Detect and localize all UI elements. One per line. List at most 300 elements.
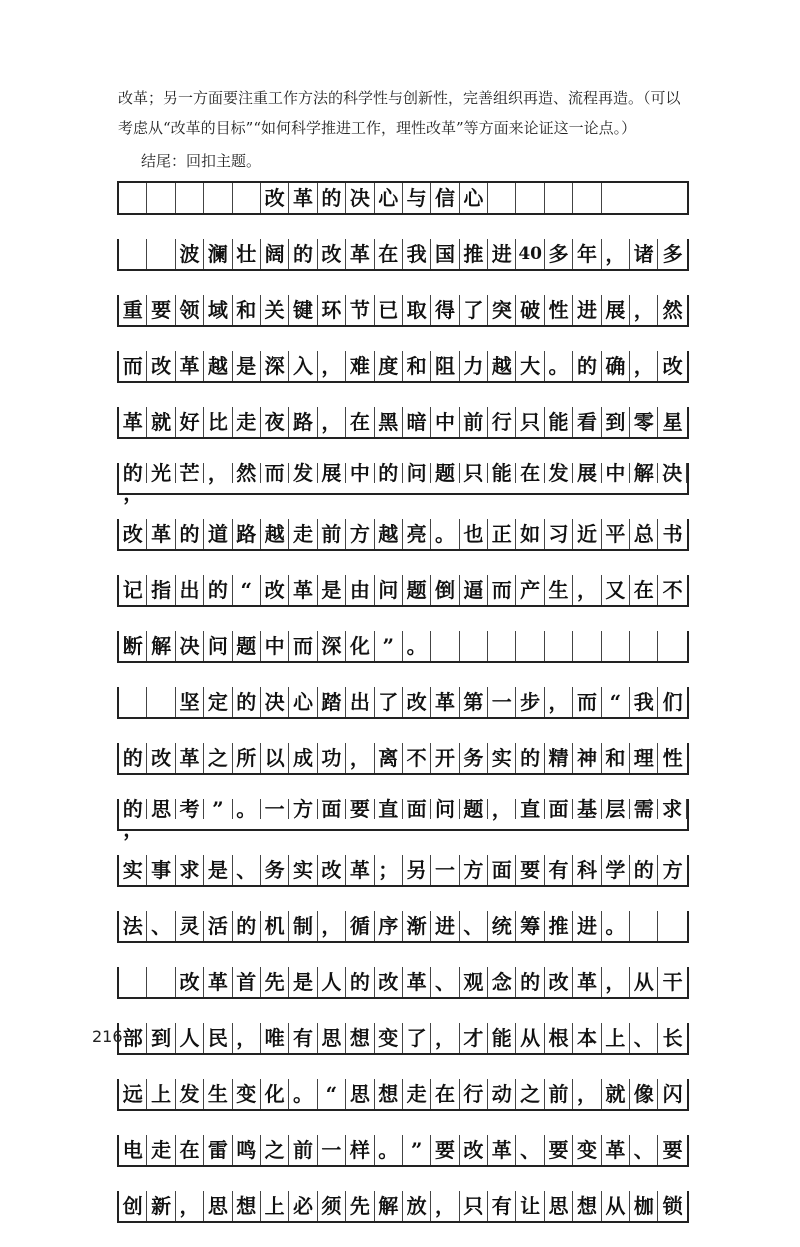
grid-cell: 的 — [516, 743, 544, 773]
grid-cell: 题 — [233, 631, 261, 661]
grid-cell: 定 — [204, 687, 232, 717]
grid-cell: 渐 — [403, 911, 431, 941]
grid-cell: 黑 — [375, 407, 403, 437]
grid-cell: 灵 — [176, 911, 204, 941]
grid-cell: 先 — [346, 1191, 374, 1221]
grid-cell: 近 — [573, 519, 601, 549]
grid-cell: 筹 — [516, 911, 544, 941]
grid-cell: 方 — [289, 799, 317, 819]
grid-cell: 。 — [403, 631, 431, 661]
grid-cell: 道 — [204, 519, 232, 549]
grid-cell: 壮 — [233, 239, 261, 269]
grid-cell: 务 — [261, 855, 289, 885]
grid-cell: 的 — [176, 519, 204, 549]
grid-cell: 决 — [658, 463, 686, 483]
essay-grid — [117, 181, 689, 1247]
grid-row — [117, 967, 689, 999]
grid-cell: 已 — [375, 295, 403, 325]
grid-cell: 就 — [602, 1079, 630, 1109]
grid-cell: 决 — [346, 183, 374, 213]
grid-cell: 题 — [431, 463, 459, 483]
grid-cell: 制 — [289, 911, 317, 941]
grid-cell: 入 — [289, 351, 317, 381]
grid-cell — [488, 631, 516, 661]
grid-row — [117, 1191, 689, 1223]
grid-cell: 解 — [630, 463, 658, 483]
grid-cell: 革 — [346, 855, 374, 885]
grid-cell: 出 — [176, 575, 204, 605]
grid-cell: 我 — [630, 687, 658, 717]
grid-cell — [147, 239, 175, 269]
grid-cell: 关 — [261, 295, 289, 325]
grid-cell: 发 — [176, 1079, 204, 1109]
grid-cell: 不 — [403, 743, 431, 773]
grid-cell — [431, 631, 459, 661]
grid-cell: 放 — [403, 1191, 431, 1221]
grid-cell: ， — [123, 481, 144, 505]
grid-cell: 的 — [204, 575, 232, 605]
grid-cell: 精 — [545, 743, 573, 773]
grid-cell: 让 — [516, 1191, 544, 1221]
grid-cell: 是 — [289, 967, 317, 997]
grid-cell: 、 — [516, 1135, 544, 1165]
grid-cell: 中 — [261, 631, 289, 661]
grid-row — [117, 855, 689, 887]
grid-cell: 。 — [545, 351, 573, 381]
grid-cell: 光 — [147, 463, 175, 483]
grid-cell — [233, 183, 261, 213]
grid-cell: 革 — [147, 519, 175, 549]
grid-cell: 须 — [318, 1191, 346, 1221]
grid-row — [117, 461, 689, 505]
grid-cell: 要 — [516, 855, 544, 885]
grid-cell: ， — [318, 407, 346, 437]
grid-cell: 了 — [375, 687, 403, 717]
grid-cell: 另 — [403, 855, 431, 885]
grid-cell: 是 — [318, 575, 346, 605]
grid-cell: 活 — [204, 911, 232, 941]
grid-cell: 实 — [488, 743, 516, 773]
grid-cell — [119, 967, 147, 997]
grid-cell: 前 — [460, 407, 488, 437]
grid-cell — [545, 631, 573, 661]
grid-cell: 的 — [318, 183, 346, 213]
grid-cell — [176, 183, 204, 213]
grid-cell: 决 — [261, 687, 289, 717]
grid-cell: 突 — [488, 295, 516, 325]
grid-cell: 在 — [630, 575, 658, 605]
grid-cell: 破 — [516, 295, 544, 325]
grid-cell: ， — [176, 1191, 204, 1221]
grid-cell: 循 — [346, 911, 374, 941]
grid-cell: 零 — [630, 407, 658, 437]
grid-cell — [204, 183, 232, 213]
grid-cell: 本 — [573, 1023, 601, 1053]
grid-cell: 路 — [289, 407, 317, 437]
grid-cell: 环 — [318, 295, 346, 325]
grid-cell: 有 — [488, 1191, 516, 1221]
grid-row — [117, 351, 689, 383]
grid-cell: 好 — [176, 407, 204, 437]
grid-cell: 学 — [602, 855, 630, 885]
grid-cell: 开 — [431, 743, 459, 773]
grid-cell: 问 — [375, 575, 403, 605]
grid-cell: 方 — [346, 519, 374, 549]
grid-cell: 有 — [289, 1023, 317, 1053]
grid-cell: 才 — [460, 1023, 488, 1053]
grid-cell: 。 — [602, 911, 630, 941]
grid-cell: 闪 — [662, 1082, 683, 1106]
grid-cell: 枷 — [630, 1191, 658, 1221]
grid-cell: 确 — [602, 351, 630, 381]
grid-cell: 、 — [233, 855, 261, 885]
grid-cell: 要 — [431, 1135, 459, 1165]
grid-cell: 重 — [119, 295, 147, 325]
grid-row — [117, 743, 689, 775]
grid-cell: 动 — [488, 1079, 516, 1109]
grid-cell: 想 — [346, 1023, 374, 1053]
grid-cell: 书 — [662, 522, 683, 546]
grid-cell: 多 — [545, 239, 573, 269]
grid-cell: 了 — [403, 1023, 431, 1053]
grid-cell: 心 — [289, 687, 317, 717]
grid-cell: 平 — [602, 519, 630, 549]
grid-cell: 亮 — [403, 519, 431, 549]
grid-cell: 生 — [545, 575, 573, 605]
grid-cell: 走 — [147, 1135, 175, 1165]
grid-cell: 心 — [375, 183, 403, 213]
grid-cell: 像 — [630, 1079, 658, 1109]
grid-cell: 考 — [176, 799, 204, 819]
grid-cell: 实 — [289, 855, 317, 885]
grid-cell: 力 — [460, 351, 488, 381]
grid-cell: 。 — [289, 1079, 317, 1109]
grid-cell — [602, 631, 630, 661]
grid-cell: ， — [602, 967, 630, 997]
grid-cell: 的 — [119, 743, 147, 773]
grid-cell: 性 — [662, 746, 683, 770]
grid-cell: ， — [431, 1023, 459, 1053]
grid-cell: 、 — [460, 911, 488, 941]
grid-cell: 远 — [119, 1079, 147, 1109]
grid-cell: ， — [318, 911, 346, 941]
grid-cell: 、 — [630, 1135, 658, 1165]
grid-cell: 变 — [375, 1023, 403, 1053]
grid-cell: 电 — [119, 1135, 147, 1165]
grid-cell: 40 — [516, 239, 544, 269]
grid-cell: 在 — [346, 407, 374, 437]
grid-cell: 第 — [460, 687, 488, 717]
grid-cell: ， — [318, 351, 346, 381]
grid-cell: 越 — [488, 351, 516, 381]
grid-cell: 鸣 — [233, 1135, 261, 1165]
grid-cell: 前 — [318, 519, 346, 549]
grid-cell — [573, 631, 601, 661]
grid-cell: 到 — [147, 1023, 175, 1053]
grid-cell: 在 — [176, 1135, 204, 1165]
grid-cell: 走 — [403, 1079, 431, 1109]
grid-cell: 面 — [403, 799, 431, 819]
grid-cell: 观 — [460, 967, 488, 997]
grid-cell: 想 — [233, 1191, 261, 1221]
grid-cell — [516, 183, 544, 213]
grid-cell: 从 — [516, 1023, 544, 1053]
grid-cell: 改 — [147, 351, 175, 381]
grid-cell: 功 — [318, 743, 346, 773]
grid-cell: 而 — [488, 575, 516, 605]
grid-cell: “ — [318, 1079, 346, 1109]
grid-cell: 发 — [545, 463, 573, 483]
grid-cell: 在 — [375, 239, 403, 269]
grid-cell: 从 — [602, 1191, 630, 1221]
grid-cell: 思 — [346, 1079, 374, 1109]
grid-cell: 问 — [204, 631, 232, 661]
grid-cell: 习 — [545, 519, 573, 549]
grid-cell: 只 — [460, 463, 488, 483]
grid-cell: 走 — [233, 407, 261, 437]
grid-cell: 总 — [630, 519, 658, 549]
grid-cell: 路 — [233, 519, 261, 549]
grid-cell — [460, 631, 488, 661]
grid-cell: 的 — [233, 911, 261, 941]
grid-cell — [147, 967, 175, 997]
grid-cell: 和 — [602, 743, 630, 773]
grid-cell: 革 — [119, 407, 147, 437]
grid-cell: 的 — [630, 855, 658, 885]
grid-cell: 直 — [516, 799, 544, 819]
grid-cell — [516, 631, 544, 661]
grid-cell: 能 — [488, 463, 516, 483]
grid-cell: 能 — [545, 407, 573, 437]
grid-cell: ” — [204, 799, 232, 819]
grid-cell: 变 — [233, 1079, 261, 1109]
grid-cell: 上 — [602, 1023, 630, 1053]
grid-cell: 得 — [431, 295, 459, 325]
grid-cell — [545, 183, 573, 213]
grid-cell: 化 — [261, 1079, 289, 1109]
grid-cell: 就 — [147, 407, 175, 437]
grid-cell: ， — [602, 239, 630, 269]
grid-cell: 走 — [289, 519, 317, 549]
grid-row — [117, 1079, 689, 1111]
grid-cell: 样 — [346, 1135, 374, 1165]
grid-cell — [119, 687, 147, 717]
grid-cell: 要 — [545, 1135, 573, 1165]
grid-cell: 念 — [488, 967, 516, 997]
grid-cell: 的 — [119, 463, 147, 483]
grid-cell: 改 — [261, 183, 289, 213]
grid-cell: 了 — [460, 295, 488, 325]
grid-cell: 革 — [176, 743, 204, 773]
grid-cell: 星 — [662, 410, 683, 434]
grid-cell — [658, 911, 686, 941]
grid-row — [117, 239, 689, 271]
grid-cell: 键 — [289, 295, 317, 325]
grid-cell: 是 — [204, 855, 232, 885]
grid-cell: 改 — [119, 519, 147, 549]
grid-cell: 要 — [662, 1138, 683, 1162]
grid-cell: 由 — [346, 575, 374, 605]
grid-cell: 改 — [545, 967, 573, 997]
grid-cell: 变 — [573, 1135, 601, 1165]
grid-cell: 之 — [516, 1079, 544, 1109]
grid-row — [117, 183, 689, 215]
grid-cell: 先 — [261, 967, 289, 997]
grid-cell: 直 — [375, 799, 403, 819]
grid-cell: 创 — [119, 1191, 147, 1221]
grid-cell: 度 — [375, 351, 403, 381]
grid-cell: 发 — [289, 463, 317, 483]
grid-cell: 前 — [545, 1079, 573, 1109]
grid-row — [117, 295, 689, 327]
grid-cell: 推 — [460, 239, 488, 269]
grid-cell: 求 — [658, 799, 686, 819]
grid-cell: 的 — [516, 967, 544, 997]
grid-row — [117, 407, 689, 439]
grid-cell: 革 — [431, 687, 459, 717]
grid-cell: 从 — [630, 967, 658, 997]
grid-cell: 进 — [573, 295, 601, 325]
grid-cell: 展 — [573, 463, 601, 483]
grid-cell: 心 — [460, 183, 488, 213]
grid-cell: 求 — [176, 855, 204, 885]
grid-cell: 统 — [488, 911, 516, 941]
grid-cell: 改 — [403, 687, 431, 717]
grid-row — [117, 911, 689, 943]
grid-cell: 改 — [318, 855, 346, 885]
grid-cell: 的 — [346, 967, 374, 997]
grid-cell: 改 — [147, 743, 175, 773]
grid-cell: 一 — [261, 799, 289, 819]
grid-cell: 阔 — [261, 239, 289, 269]
grid-cell: 进 — [488, 239, 516, 269]
grid-cell: 节 — [346, 295, 374, 325]
grid-cell: 出 — [346, 687, 374, 717]
grid-cell: 法 — [119, 911, 147, 941]
grid-cell: 中 — [346, 463, 374, 483]
grid-cell: 实 — [119, 855, 147, 885]
grid-cell: ， — [573, 1079, 601, 1109]
grid-cell: 改 — [662, 354, 683, 378]
grid-cell: 前 — [289, 1135, 317, 1165]
grid-cell: 在 — [431, 1079, 459, 1109]
grid-cell: 、 — [431, 967, 459, 997]
grid-cell: 决 — [176, 631, 204, 661]
grid-cell: 首 — [233, 967, 261, 997]
grid-cell: 想 — [375, 1079, 403, 1109]
grid-cell: 踏 — [318, 687, 346, 717]
grid-cell: ， — [545, 687, 573, 717]
grid-cell: 革 — [573, 967, 601, 997]
grid-cell: 题 — [403, 575, 431, 605]
grid-cell: 比 — [204, 407, 232, 437]
grid-cell: 行 — [460, 1079, 488, 1109]
grid-row — [117, 687, 689, 719]
grid-cell: 方 — [460, 855, 488, 885]
grid-row — [117, 575, 689, 607]
grid-cell: 人 — [318, 967, 346, 997]
grid-cell: 所 — [233, 743, 261, 773]
grid-cell — [147, 687, 175, 717]
grid-cell: 推 — [545, 911, 573, 941]
grid-cell: 只 — [460, 1191, 488, 1221]
grid-cell: 夜 — [261, 407, 289, 437]
grid-cell: 雷 — [204, 1135, 232, 1165]
grid-cell: 倒 — [431, 575, 459, 605]
grid-cell: 越 — [261, 519, 289, 549]
grid-cell — [119, 183, 147, 213]
grid-cell: 理 — [630, 743, 658, 773]
grid-cell: 领 — [176, 295, 204, 325]
grid-cell: 的 — [119, 799, 147, 819]
grid-cell: 年 — [573, 239, 601, 269]
grid-cell: ， — [204, 463, 232, 483]
grid-cell: ， — [630, 351, 658, 381]
outline-line-1: 改革；另一方面要注重工作方法的科学性与创新性，完善组织再造、流程再造。（可以 — [118, 89, 681, 107]
grid-cell: 断 — [119, 631, 147, 661]
grid-cell: 诸 — [630, 239, 658, 269]
page-number: 216 — [92, 1027, 123, 1046]
grid-cell: 一 — [488, 687, 516, 717]
grid-cell — [488, 183, 516, 213]
grid-cell: 和 — [233, 295, 261, 325]
grid-cell: 层 — [602, 799, 630, 819]
grid-cell: 方 — [662, 858, 683, 882]
grid-cell: 不 — [662, 578, 683, 602]
grid-cell: 看 — [573, 407, 601, 437]
grid-cell: 的 — [233, 687, 261, 717]
grid-cell: 们 — [662, 690, 683, 714]
grid-cell: 解 — [375, 1191, 403, 1221]
grid-cell: ， — [233, 1023, 261, 1053]
grid-cell: 根 — [545, 1023, 573, 1053]
grid-cell: 只 — [516, 407, 544, 437]
grid-cell: 生 — [204, 1079, 232, 1109]
grid-cell: 。 — [233, 799, 261, 819]
grid-cell: 革 — [289, 183, 317, 213]
grid-cell: 以 — [261, 743, 289, 773]
grid-cell: 。 — [375, 1135, 403, 1165]
grid-cell: 行 — [488, 407, 516, 437]
grid-cell: 基 — [573, 799, 601, 819]
grid-cell: 新 — [147, 1191, 175, 1221]
grid-cell: 坚 — [176, 687, 204, 717]
grid-cell: 科 — [573, 855, 601, 885]
grid-cell — [630, 911, 658, 941]
grid-cell: 信 — [431, 183, 459, 213]
grid-cell: 然 — [662, 298, 683, 322]
grid-cell: 长 — [662, 1026, 683, 1050]
grid-row — [117, 631, 689, 663]
grid-cell: 离 — [375, 743, 403, 773]
grid-cell: 革 — [403, 967, 431, 997]
grid-cell: 想 — [573, 1191, 601, 1221]
grid-cell: 而 — [289, 631, 317, 661]
grid-cell: ， — [346, 743, 374, 773]
grid-cell: 改 — [318, 239, 346, 269]
grid-cell: ， — [123, 817, 144, 841]
grid-cell: 有 — [545, 855, 573, 885]
grid-cell — [147, 183, 175, 213]
grid-cell: 大 — [516, 351, 544, 381]
grid-cell: 展 — [318, 463, 346, 483]
grid-cell: 革 — [289, 575, 317, 605]
grid-cell: 芒 — [176, 463, 204, 483]
grid-cell: 暗 — [403, 407, 431, 437]
grid-cell: 需 — [630, 799, 658, 819]
grid-cell: 逼 — [460, 575, 488, 605]
grid-cell: 阻 — [431, 351, 459, 381]
